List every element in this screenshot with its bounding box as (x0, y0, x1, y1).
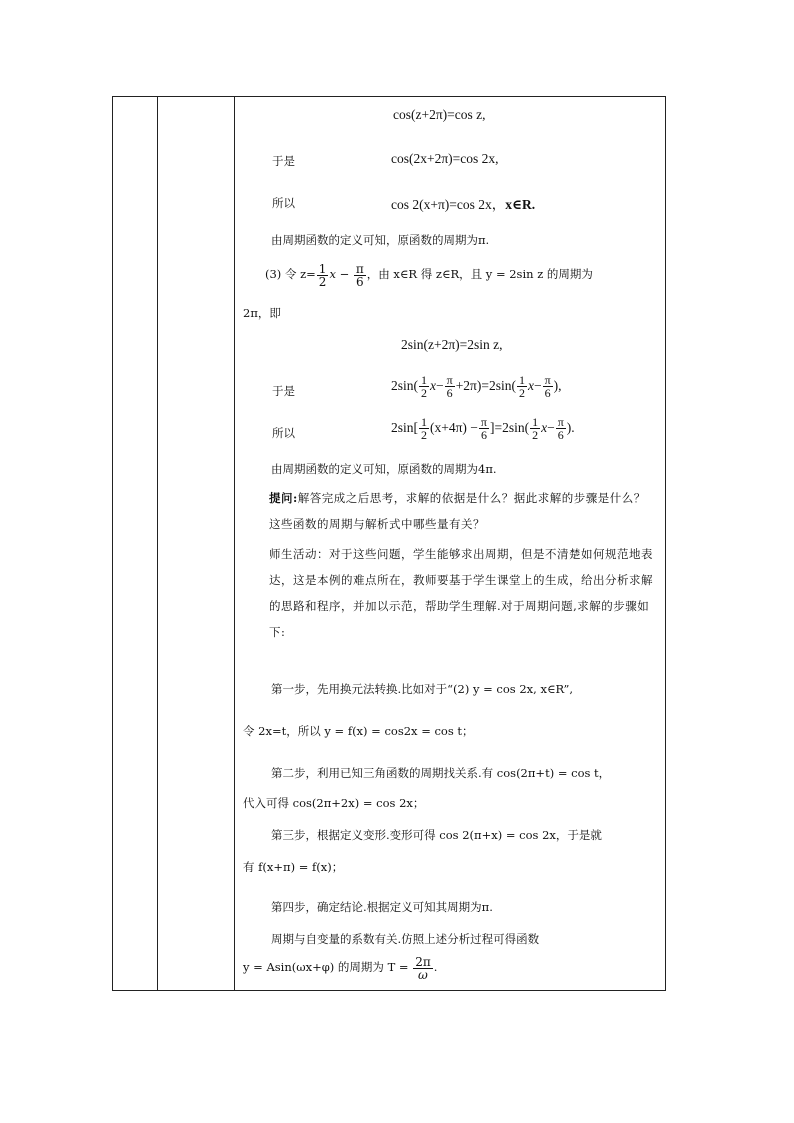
step-3-line-2: 有 f(x+π) = f(x)； (243, 860, 344, 874)
table-column-1 (113, 97, 158, 990)
step-1-line-2: 令 2x=t，所以 y = f(x) = cos2x = cos t； (243, 724, 474, 738)
label-suoyi: 所以 (272, 196, 295, 210)
equation-2: cos(2x+2π)=cos 2x, (391, 151, 499, 166)
equation-1: cos(z+2π)=cos z, (393, 107, 486, 122)
equation-6: 2sin[ $\frac{1}{2}$ (x+4π) − $\frac{\pi}{6}$ ]=2sin( $\frac{1}{2}$ x− $\frac{\pi}{6}$ ). (391, 415, 575, 443)
step-2-line-2: 代入可得 cos(2π+2x) = cos 2x； (243, 796, 425, 810)
label-yushi-2: 于是 (272, 384, 295, 398)
equation-4: 2sin(z+2π)=2sin z, (401, 337, 503, 352)
question-paragraph: 提问:解答完成之后思考，求解的依据是什么？据此求解的步骤是什么？这些函数的周期与解析式中哪些量有关？ (269, 491, 646, 531)
equation-5: 2sin( $\frac{1}{2}$ x− $\frac{\pi}{6}$ +2π)=2sin( $\frac{1}{2}$ x− $\frac{\pi}{6}$ ), (391, 373, 562, 401)
activity-paragraph: 师生活动：对于这些问题，学生能够求出周期，但是不清楚如何规范地表达，这是本例的难点所在，教师要基于学生课堂上的生成，给出分析求解的思路和程序，并加以示范，帮助学生理解.对于周期问题,求解的步骤如下: (269, 547, 653, 639)
step-2-line-1: 第二步，利用已知三角函数的周期找关系.有 cos(2π+t) = cos t， (271, 766, 611, 780)
part-3-intro: (3) 令 z= $\frac{1}{2}$ x − $\frac{\pi}{6}$ ，由 x∈R 得 z∈R，且 y = 2sin z 的周期为 (265, 261, 593, 289)
summary-line-1: 周期与自变量的系数有关.仿照上述分析过程可得函数 (271, 932, 540, 946)
conclusion-1: 由周期函数的定义可知，原函数的周期为π. (271, 233, 490, 247)
part-3-intro-end: 2π，即 (243, 306, 281, 320)
label-yushi: 于是 (272, 154, 295, 168)
question-label: 提问: (269, 491, 298, 505)
step-4: 第四步，确定结论.根据定义可知其周期为π. (271, 900, 493, 914)
step-3-line-1: 第三步，根据定义变形.变形可得 cos 2(π+x) = cos 2x，于是就 (271, 828, 602, 842)
label-suoyi-2: 所以 (272, 426, 295, 440)
step-1-line-1: 第一步，先用换元法转换.比如对于“(2) y = cos 2x, x∈R”, (271, 682, 574, 696)
conclusion-2: 由周期函数的定义可知，原函数的周期为4π. (271, 462, 497, 476)
content-cell (235, 97, 665, 990)
equation-3: cos 2(x+π)=cos 2x，x∈R. (391, 197, 536, 212)
summary-line-2: y = Asin(ωx+φ) 的周期为 T = $\frac{2\pi}{\omega}$ . (243, 954, 438, 982)
table-column-2 (157, 97, 235, 990)
table-frame (112, 96, 666, 991)
